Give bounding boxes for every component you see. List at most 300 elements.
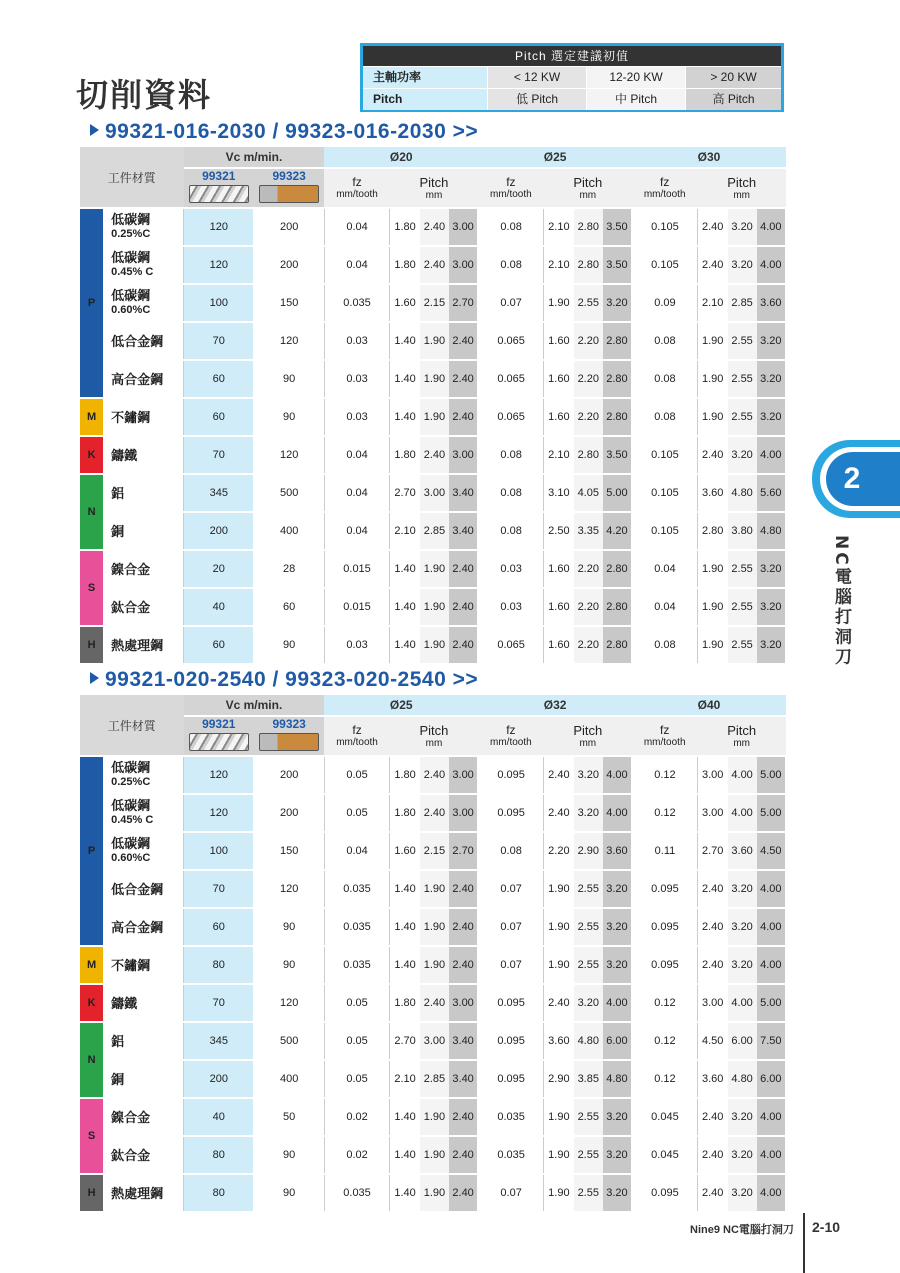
pitch-high-value: 3.40 — [449, 512, 478, 550]
pitch-header — [390, 168, 478, 208]
vc-value-99321: 345 — [184, 474, 254, 512]
pitch-high-value: 2.40 — [449, 908, 478, 946]
material-group-h: H — [80, 626, 104, 664]
diameter-header: Ø25 — [324, 695, 478, 716]
fz-unit: mm/tooth — [490, 736, 532, 748]
pitch-mid-value: 3.20 — [728, 908, 757, 946]
pitch-mid-value: 2.80 — [574, 436, 603, 474]
table-row — [80, 284, 786, 322]
material-group-n: N — [80, 1022, 104, 1098]
pitch-low-value: 2.10 — [544, 246, 574, 284]
header-row-1 — [80, 695, 786, 716]
pitch-mid-value: 1.90 — [420, 1136, 449, 1174]
material-group-k: K — [80, 984, 104, 1022]
pitch-low-value: 3.60 — [544, 1022, 574, 1060]
vc-value-99321: 200 — [184, 1060, 254, 1098]
pitch-mid-value: 2.20 — [574, 398, 603, 436]
pitch-mid-value: 3.60 — [728, 832, 757, 870]
fz-value: 0.04 — [324, 474, 389, 512]
pitch-high-value: 2.40 — [449, 1098, 478, 1136]
diameter-header: Ø30 — [632, 147, 786, 168]
pitch-header — [697, 168, 786, 208]
pitch-header — [544, 716, 632, 756]
pitch-high-value: 3.00 — [449, 756, 478, 794]
pitch-high-value: 2.40 — [449, 322, 478, 360]
pitch-high-value: 4.00 — [757, 1136, 786, 1174]
pitch-high-value: 3.50 — [603, 436, 632, 474]
vc-value-99323: 120 — [254, 870, 324, 908]
power-low: < 12 KW — [487, 67, 586, 88]
chapter-side-text: NC電腦打洞刀 — [831, 535, 851, 668]
pitch-high-value: 6.00 — [603, 1022, 632, 1060]
fz-value: 0.05 — [324, 984, 389, 1022]
pitch-mid-value: 2.20 — [574, 626, 603, 664]
fz-value: 0.095 — [478, 1060, 543, 1098]
material-name — [104, 832, 183, 870]
pitch-mid-value: 2.55 — [574, 1136, 603, 1174]
pitch-mid-value: 1.90 — [420, 322, 449, 360]
fz-value: 0.035 — [324, 908, 389, 946]
vc-value-99323: 90 — [254, 1136, 324, 1174]
table-row — [80, 322, 786, 360]
vc-value-99323: 200 — [254, 794, 324, 832]
fz-unit: mm/tooth — [336, 736, 378, 748]
fz-value: 0.04 — [324, 246, 389, 284]
fz-label: fz — [352, 174, 362, 189]
pitch-low-value: 2.10 — [544, 208, 574, 246]
fz-value: 0.105 — [632, 208, 697, 246]
pitch-low-value: 3.00 — [697, 984, 727, 1022]
pitch-mid-value: 2.55 — [728, 322, 757, 360]
pitch-low-value: 1.90 — [697, 588, 727, 626]
pitch-mid-value: 3.20 — [728, 246, 757, 284]
pitch-mid-value: 4.00 — [728, 984, 757, 1022]
vc-value-99323: 60 — [254, 588, 324, 626]
pitch-low-value: 1.40 — [390, 322, 420, 360]
table-row — [80, 756, 786, 794]
fz-value: 0.065 — [478, 626, 543, 664]
vc-value-99321: 70 — [184, 436, 254, 474]
pitch-high-value: 3.20 — [757, 322, 786, 360]
vc-value-99321: 60 — [184, 626, 254, 664]
fz-value: 0.08 — [478, 246, 543, 284]
pitch-high-value: 3.40 — [449, 474, 478, 512]
vc-value-99323: 200 — [254, 208, 324, 246]
fz-value: 0.08 — [632, 322, 697, 360]
fz-value: 0.095 — [478, 1022, 543, 1060]
pitch-mid-value: 3.20 — [728, 1136, 757, 1174]
table-row — [80, 474, 786, 512]
material-name — [104, 588, 183, 626]
pitch-high-value: 3.20 — [757, 626, 786, 664]
fz-value: 0.07 — [478, 946, 543, 984]
pitch-mid-value: 2.55 — [574, 870, 603, 908]
table-row — [80, 512, 786, 550]
pitch-high-value: 4.00 — [757, 208, 786, 246]
pitch-low-value: 1.80 — [390, 208, 420, 246]
fz-unit: mm/tooth — [336, 188, 378, 200]
material-name — [104, 1136, 183, 1174]
pitch-mid-value: 2.40 — [420, 794, 449, 832]
material-group-h: H — [80, 1174, 104, 1212]
fz-value: 0.02 — [324, 1098, 389, 1136]
pitch-low-value: 3.00 — [697, 756, 727, 794]
vc-value-99323: 90 — [254, 360, 324, 398]
header-row-2 — [80, 168, 786, 208]
pitch-low-value: 1.90 — [697, 360, 727, 398]
diameter-header: Ø20 — [324, 147, 478, 168]
pitch-mid-value: 1.90 — [420, 946, 449, 984]
pitch-high-value: 4.80 — [603, 1060, 632, 1098]
spiral-drill-icon — [189, 185, 249, 203]
material-label: 鈦合金 — [111, 599, 151, 615]
vc-value-99323: 120 — [254, 984, 324, 1022]
vc-value-99321: 80 — [184, 946, 254, 984]
material-label: 熱處理鋼 — [111, 637, 164, 653]
pitch-low-value: 2.40 — [544, 756, 574, 794]
pitch-mid-value: 1.90 — [420, 1174, 449, 1212]
vc-value-99323: 500 — [254, 474, 324, 512]
pitch-header-unit: mm — [579, 737, 597, 749]
table-row — [80, 908, 786, 946]
pitch-high-value: 3.20 — [603, 284, 632, 322]
footer-text: Nine9 NC電腦打洞刀 — [690, 1224, 794, 1236]
material-sub-label: 0.60%C — [111, 304, 151, 316]
fz-value: 0.05 — [324, 756, 389, 794]
pitch-mid-value: 2.15 — [420, 284, 449, 322]
fz-value: 0.08 — [632, 626, 697, 664]
pitch-guide-title: Pitch 選定建議初值 — [363, 46, 781, 66]
material-label: 低碳鋼 — [111, 250, 151, 265]
table-row — [80, 360, 786, 398]
header-row-1 — [80, 147, 786, 168]
pitch-mid-value: 4.05 — [574, 474, 603, 512]
fz-value: 0.095 — [632, 908, 697, 946]
coated-drill-icon — [259, 185, 319, 203]
fz-value: 0.04 — [324, 436, 389, 474]
fz-header — [478, 716, 543, 756]
pitch-high-value: 3.20 — [603, 1098, 632, 1136]
pitch-header-label: Pitch — [419, 722, 449, 738]
vc-value-99321: 100 — [184, 284, 254, 322]
pitch-header-unit: mm — [733, 737, 751, 749]
pitch-mid-value: 4.80 — [728, 1060, 757, 1098]
vc-value-99321: 60 — [184, 360, 254, 398]
power-label: 主軸功率 — [363, 67, 487, 88]
material-label: 低合金鋼 — [111, 333, 164, 349]
vc-value-99323: 50 — [254, 1098, 324, 1136]
fz-value: 0.095 — [632, 1174, 697, 1212]
pitch-high-value: 3.20 — [603, 870, 632, 908]
fz-value: 0.12 — [632, 756, 697, 794]
fz-value: 0.065 — [478, 322, 543, 360]
material-label: 鎳合金 — [111, 561, 151, 577]
pitch-mid-value: 3.20 — [574, 794, 603, 832]
pitch-mid-value: 2.40 — [420, 984, 449, 1022]
material-label: 不鏽鋼 — [111, 409, 151, 425]
fz-value: 0.045 — [632, 1136, 697, 1174]
material-name — [104, 208, 183, 246]
table-row — [80, 436, 786, 474]
material-name — [104, 246, 183, 284]
diameter-header: Ø25 — [478, 147, 632, 168]
pitch-high-value: 4.00 — [757, 246, 786, 284]
material-label: 鋁 — [111, 485, 125, 501]
vc-value-99323: 90 — [254, 398, 324, 436]
pitch-low-value: 2.40 — [697, 1098, 727, 1136]
pitch-high-value: 5.00 — [757, 984, 786, 1022]
pitch-high-value: 4.00 — [757, 436, 786, 474]
tool-a-name: 99321 — [202, 169, 236, 183]
fz-value: 0.015 — [324, 550, 389, 588]
material-name — [104, 1174, 183, 1212]
material-sub-label: 0.25%C — [111, 228, 151, 240]
pitch-mid-value: 1.90 — [420, 360, 449, 398]
table-row — [80, 246, 786, 284]
fz-value: 0.12 — [632, 1022, 697, 1060]
pitch-low-value: 1.90 — [544, 284, 574, 322]
vc-value-99321: 40 — [184, 588, 254, 626]
pitch-low-value: 1.90 — [544, 1174, 574, 1212]
fz-value: 0.035 — [324, 1174, 389, 1212]
triangle-bullet-icon — [90, 672, 99, 684]
vc-value-99321: 40 — [184, 1098, 254, 1136]
vc-value-99323: 90 — [254, 626, 324, 664]
pitch-header-label: Pitch — [573, 174, 603, 190]
material-label: 熱處理鋼 — [111, 1185, 164, 1201]
pitch-mid-value: 3.20 — [728, 946, 757, 984]
fz-value: 0.03 — [478, 550, 543, 588]
material-label: 鋁 — [111, 1033, 125, 1049]
pitch-header-label: Pitch — [727, 722, 757, 738]
pitch-high-value: 2.40 — [449, 550, 478, 588]
pitch-low-value: 1.60 — [544, 626, 574, 664]
table-row — [80, 1174, 786, 1212]
pitch-low-value: 1.90 — [544, 946, 574, 984]
fz-value: 0.05 — [324, 1022, 389, 1060]
section-title-1 — [90, 120, 478, 144]
header-row-2 — [80, 716, 786, 756]
material-name — [104, 360, 183, 398]
pitch-high-value: 6.00 — [757, 1060, 786, 1098]
material-name — [104, 946, 183, 984]
material-label: 高合金鋼 — [111, 371, 164, 387]
material-name — [104, 322, 183, 360]
tool-a-header — [184, 716, 254, 756]
table-row — [80, 870, 786, 908]
pitch-low-value: 1.80 — [390, 756, 420, 794]
pitch-mid-value: 2.55 — [574, 284, 603, 322]
pitch-mid-value: 3.00 — [420, 1022, 449, 1060]
pitch-low-value: 1.90 — [544, 1136, 574, 1174]
pitch-low-value: 1.40 — [390, 1098, 420, 1136]
pitch-low-value: 2.40 — [697, 870, 727, 908]
fz-value: 0.065 — [478, 360, 543, 398]
material-label: 低合金鋼 — [111, 881, 164, 897]
pitch-mid-value: 2.80 — [574, 246, 603, 284]
material-label: 不鏽鋼 — [111, 957, 151, 973]
material-group-p: P — [80, 208, 104, 398]
diameter-header: Ø40 — [632, 695, 786, 716]
pitch-low-value: 1.90 — [697, 322, 727, 360]
fz-value: 0.07 — [478, 284, 543, 322]
material-label: 低碳鋼 — [111, 212, 151, 227]
pitch-high-value: 3.00 — [449, 794, 478, 832]
pitch-mid-value: 3.20 — [728, 436, 757, 474]
pitch-high-value: 3.20 — [757, 550, 786, 588]
vc-value-99323: 150 — [254, 832, 324, 870]
pitch-low-value: 1.60 — [544, 398, 574, 436]
fz-value: 0.11 — [632, 832, 697, 870]
pitch-low-value: 1.60 — [390, 284, 420, 322]
pitch-header — [390, 716, 478, 756]
pitch-mid-value: 1.90 — [420, 1098, 449, 1136]
pitch-high-value: 7.50 — [757, 1022, 786, 1060]
pitch-low-value: 2.90 — [544, 1060, 574, 1098]
fz-value: 0.035 — [478, 1098, 543, 1136]
pitch-mid-value: 2.40 — [420, 756, 449, 794]
vc-value-99323: 200 — [254, 246, 324, 284]
fz-value: 0.04 — [632, 588, 697, 626]
pitch-low-value: 2.40 — [697, 436, 727, 474]
triangle-bullet-icon — [90, 124, 99, 136]
fz-value: 0.12 — [632, 794, 697, 832]
vc-value-99321: 200 — [184, 512, 254, 550]
fz-value: 0.07 — [478, 1174, 543, 1212]
fz-value: 0.035 — [324, 946, 389, 984]
fz-value: 0.095 — [478, 794, 543, 832]
pitch-high-value: 3.00 — [449, 246, 478, 284]
pitch-high-value: 5.00 — [757, 794, 786, 832]
pitch-high-value: 4.00 — [757, 908, 786, 946]
material-group-k: K — [80, 436, 104, 474]
material-sub-label: 0.25%C — [111, 776, 151, 788]
pitch-high: 高 Pitch — [685, 89, 781, 110]
pitch-low-value: 1.90 — [697, 550, 727, 588]
pitch-low-value: 3.10 — [544, 474, 574, 512]
pitch-low-value: 2.40 — [697, 1174, 727, 1212]
pitch-mid-value: 2.85 — [420, 512, 449, 550]
tool-a-name: 99321 — [202, 717, 236, 731]
vc-value-99323: 400 — [254, 1060, 324, 1098]
fz-header — [632, 168, 697, 208]
material-header: 工件材質 — [80, 147, 184, 208]
pitch-high-value: 4.20 — [603, 512, 632, 550]
spiral-drill-icon — [189, 733, 249, 751]
vc-header: Vc m/min. — [184, 695, 325, 716]
material-name — [104, 1060, 183, 1098]
pitch-low-value: 3.00 — [697, 794, 727, 832]
fz-value: 0.03 — [324, 322, 389, 360]
fz-value: 0.04 — [632, 550, 697, 588]
material-group-s: S — [80, 550, 104, 626]
pitch-low-value: 2.70 — [390, 1022, 420, 1060]
material-header: 工件材質 — [80, 695, 184, 756]
pitch-high-value: 3.20 — [603, 946, 632, 984]
vc-value-99321: 70 — [184, 322, 254, 360]
footer-divider — [803, 1213, 805, 1273]
fz-value: 0.08 — [478, 436, 543, 474]
pitch-high-value: 3.20 — [757, 360, 786, 398]
pitch-low-value: 1.90 — [544, 908, 574, 946]
pitch-header-label: Pitch — [419, 174, 449, 190]
pitch-low-value: 2.40 — [697, 208, 727, 246]
pitch-low-value: 2.40 — [697, 1136, 727, 1174]
fz-value: 0.03 — [324, 360, 389, 398]
pitch-low-value: 2.10 — [697, 284, 727, 322]
fz-label: fz — [660, 174, 670, 189]
pitch-high-value: 2.40 — [449, 946, 478, 984]
fz-value: 0.045 — [632, 1098, 697, 1136]
vc-value-99321: 120 — [184, 794, 254, 832]
table-row — [80, 946, 786, 984]
fz-value: 0.08 — [478, 474, 543, 512]
material-label: 銅 — [111, 523, 125, 539]
material-name — [104, 870, 183, 908]
vc-value-99323: 28 — [254, 550, 324, 588]
vc-value-99323: 90 — [254, 908, 324, 946]
material-name — [104, 436, 183, 474]
table-row — [80, 1060, 786, 1098]
material-label: 鑄鐵 — [111, 995, 138, 1011]
material-name — [104, 474, 183, 512]
vc-value-99321: 70 — [184, 870, 254, 908]
vc-value-99321: 60 — [184, 398, 254, 436]
tool-b-name: 99323 — [272, 169, 306, 183]
pitch-low-value: 1.80 — [390, 794, 420, 832]
pitch-high-value: 3.40 — [449, 1022, 478, 1060]
pitch-high-value: 2.40 — [449, 1174, 478, 1212]
fz-value: 0.08 — [632, 398, 697, 436]
pitch-low-value: 2.70 — [390, 474, 420, 512]
table-row — [80, 984, 786, 1022]
pitch-high-value: 2.40 — [449, 1136, 478, 1174]
pitch-mid-value: 1.90 — [420, 398, 449, 436]
fz-value: 0.04 — [324, 832, 389, 870]
fz-value: 0.02 — [324, 1136, 389, 1174]
fz-value: 0.035 — [324, 284, 389, 322]
tool-b-header — [254, 716, 324, 756]
tool-b-header — [254, 168, 324, 208]
pitch-label: Pitch — [363, 89, 487, 110]
pitch-low-value: 2.40 — [697, 246, 727, 284]
pitch-mid-value: 2.55 — [728, 588, 757, 626]
pitch-mid-value: 3.00 — [420, 474, 449, 512]
fz-value: 0.035 — [478, 1136, 543, 1174]
pitch-low-value: 2.10 — [544, 436, 574, 474]
fz-value: 0.12 — [632, 1060, 697, 1098]
fz-label: fz — [506, 722, 516, 737]
pitch-high-value: 3.00 — [449, 984, 478, 1022]
table-row — [80, 626, 786, 664]
fz-label: fz — [506, 174, 516, 189]
table-row — [80, 398, 786, 436]
pitch-mid-value: 2.15 — [420, 832, 449, 870]
pitch-mid-value: 2.40 — [420, 208, 449, 246]
pitch-high-value: 2.80 — [603, 588, 632, 626]
pitch-low-value: 1.90 — [544, 1098, 574, 1136]
fz-value: 0.08 — [632, 360, 697, 398]
pitch-guide-box — [360, 43, 784, 112]
section-title-2 — [90, 668, 478, 692]
fz-value: 0.05 — [324, 794, 389, 832]
fz-value: 0.095 — [632, 946, 697, 984]
pitch-low-value: 1.40 — [390, 626, 420, 664]
fz-value: 0.05 — [324, 1060, 389, 1098]
pitch-low-value: 1.40 — [390, 908, 420, 946]
fz-header — [478, 168, 543, 208]
pitch-mid-value: 6.00 — [728, 1022, 757, 1060]
